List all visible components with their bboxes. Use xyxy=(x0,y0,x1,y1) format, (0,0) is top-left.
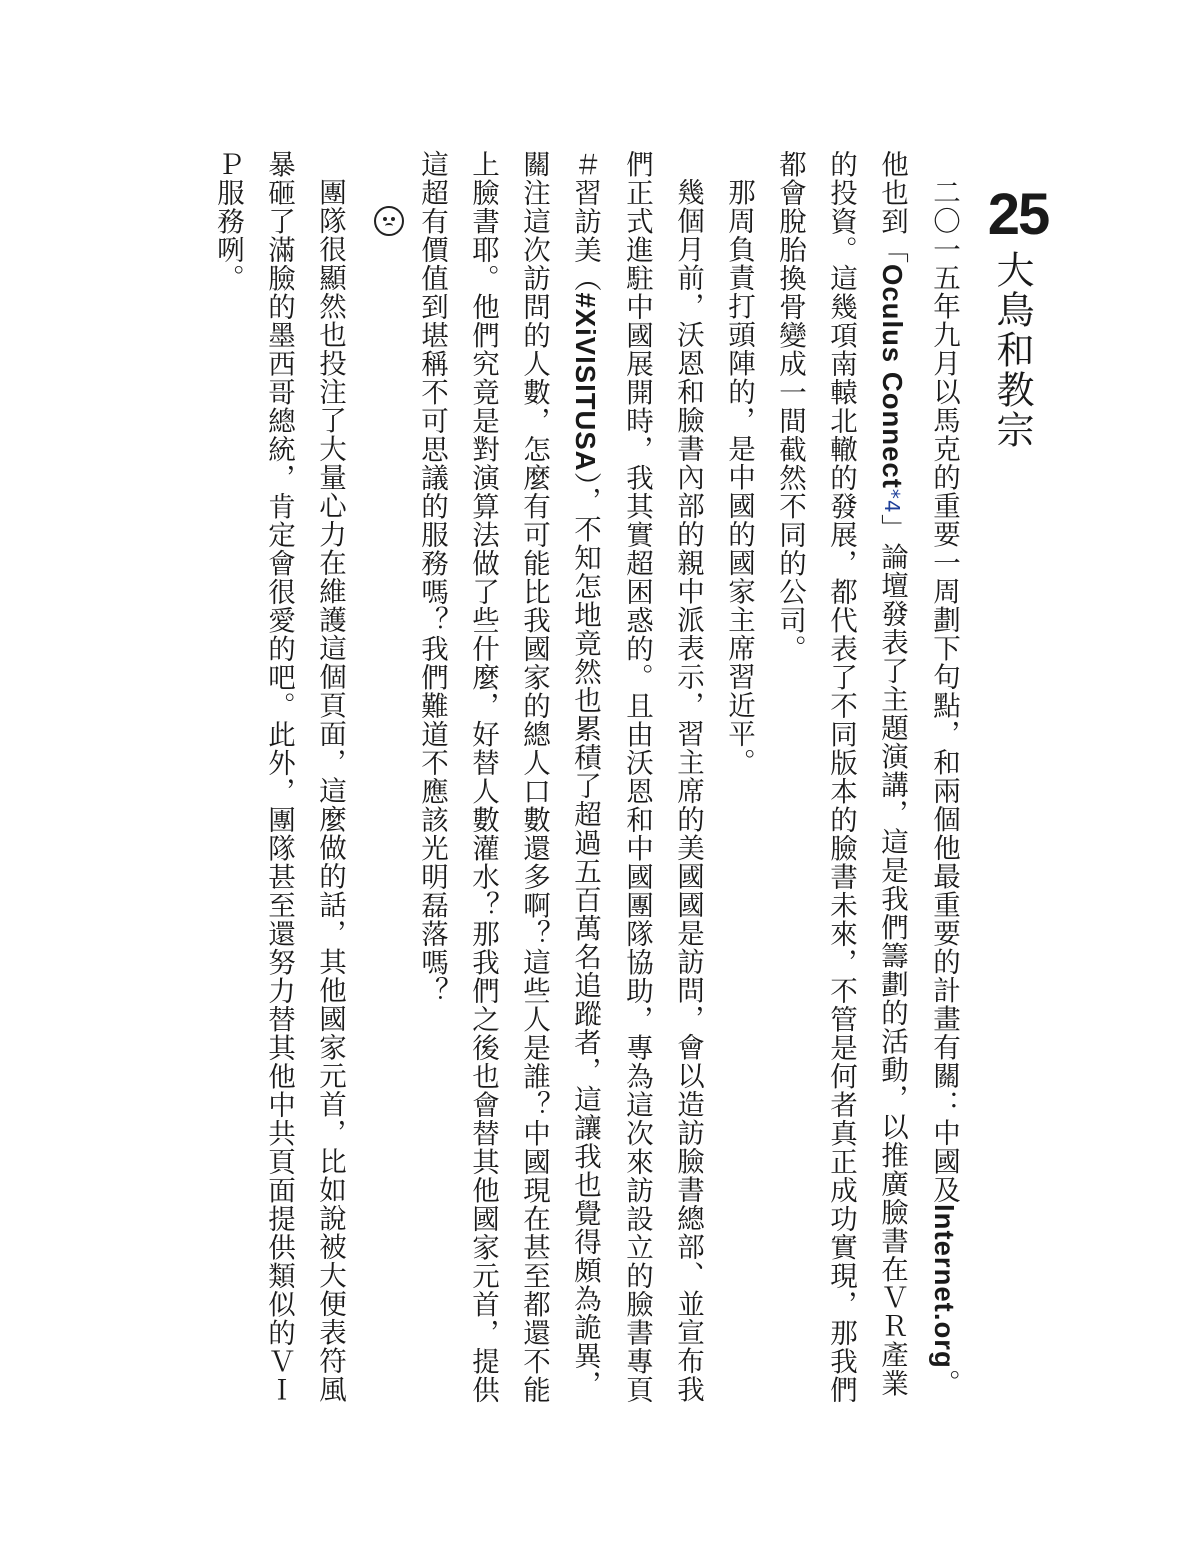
paragraph-3-hashtag: #XiVISITUSA xyxy=(570,292,601,472)
chapter-number: 25 xyxy=(987,182,1049,247)
paragraph-2: 那周負責打頭陣的，是中國的國家主席習近平。 xyxy=(723,177,755,776)
paragraph-1-latin-oculus: Oculus Connect xyxy=(877,264,908,489)
paragraph-4: 團隊很顯然也投注了大量心力在維護這個頁面，這麼做的話，其他國家元首，比如說被大便表符風暴砸了滿臉的墨西哥總統，肯定會很愛的吧。此外，團隊甚至還努力替其他中共頁面提供類似的ＶＩＰ服務咧。 xyxy=(212,150,346,1404)
paragraph-3-text-b: ），不知怎地竟然也累積了超過五百萬名追蹤者，這讓我也覺得頗為詭異，關注這次訪問的人數，怎麼有可能比我國家的總人口數還多啊？這些人是誰？中國現在甚至都還不能上臉書耶。他們究竟是對演算法做了些什麼，好替人數灌水？那我們之後也會替其他國家元首，提供這超有價值到堪稱不可思議的服務嗎？我們難道不應該光明磊落嗎？ xyxy=(416,150,601,1404)
worried-face-icon xyxy=(374,206,404,236)
body-text xyxy=(140,150,970,1410)
paragraph-1 xyxy=(764,150,970,1410)
paragraph-1-latin-internet: Internet.org xyxy=(929,1203,960,1369)
chapter-title: 大鳥和教宗 xyxy=(990,250,1034,450)
emoji-line xyxy=(355,150,406,1410)
paragraph-1-text-b: 。他也到「 xyxy=(876,150,960,1397)
paragraph-3-text-a: 幾個月前，沃恩和臉書內部的親中派表示，習主席的美國國是訪問，會以造訪臉書總部、並宣布我們正式進駐中國展開時，我其實超困惑的。且由沃恩和中國團隊協助，專為這次來訪設立的臉書專頁＃習訪美（ xyxy=(569,150,704,1404)
footnote-ref[interactable]: *4 xyxy=(880,488,904,514)
paragraph-1-text-a: 二〇一五年九月以馬克的重要一周劃下句點，和兩個他最重要的計畫有關：中國及 xyxy=(928,177,960,1204)
paragraph-3 xyxy=(406,150,713,1410)
paragraph-1-text-c: 」論壇發表了主題演講，這是我們籌劃的活動，以推廣臉書在ＶＲ產業的投資。這幾項南轅北轍的發展，都代表了不同版本的臉書未來，不管是何者真正成功實現，那我們都會脫胎換骨變成一間截然不同的公司。 xyxy=(774,150,908,1404)
